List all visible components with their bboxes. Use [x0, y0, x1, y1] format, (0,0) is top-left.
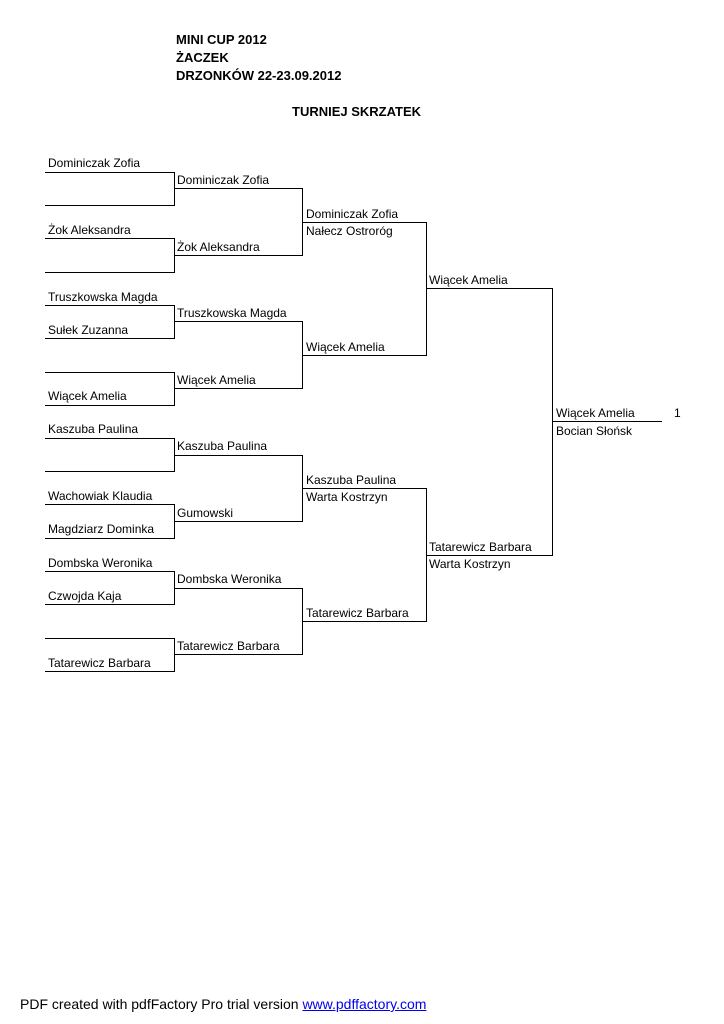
r2-entry: Tatarewicz Barbara: [177, 639, 280, 653]
tournament-title: TURNIEJ SKRZATEK: [292, 104, 422, 119]
r4-club: Warta Kostrzyn: [429, 557, 511, 571]
footer-text: PDF created with pdfFactory Pro trial version: [20, 996, 303, 1012]
r3-winner: Wiącek Amelia: [306, 340, 385, 354]
footer-link[interactable]: www.pdffactory.com: [302, 996, 427, 1012]
pdf-footer: [20, 996, 426, 1012]
r1-entry: Dominiczak Zofia: [48, 156, 141, 170]
r3-winner: Tatarewicz Barbara: [306, 606, 409, 620]
r4-winner: Tatarewicz Barbara: [429, 540, 532, 554]
r1-entry: Żok Aleksandra: [48, 223, 131, 237]
r1-entry: Magdziarz Dominka: [48, 522, 155, 536]
r2-entry: Dombska Weronika: [177, 572, 282, 586]
r2-entry: Wiącek Amelia: [177, 373, 256, 387]
r2-entry: Gumowski: [177, 506, 234, 520]
r1-entry: Sułek Zuzanna: [48, 323, 129, 337]
r3-club: Nałecz Ostroróg: [306, 224, 393, 238]
r1-entry: Dombska Weronika: [48, 556, 153, 570]
event-place-date: DRZONKÓW 22-23.09.2012: [176, 68, 342, 83]
r1-entry: Kaszuba Paulina: [48, 422, 139, 436]
champion-club: Bocian Słońsk: [556, 424, 633, 438]
r1-entry: Czwojda Kaja: [48, 589, 122, 603]
r1-entry: Wiącek Amelia: [48, 389, 127, 403]
r1-entry: Wachowiak Klaudia: [48, 489, 153, 503]
r3-winner: Dominiczak Zofia: [306, 207, 399, 221]
r1-entry: Tatarewicz Barbara: [48, 656, 151, 670]
r2-entry: Truszkowska Magda: [177, 306, 287, 320]
r3-club: Warta Kostrzyn: [306, 490, 388, 504]
r1-entry: Truszkowska Magda: [48, 290, 158, 304]
r3-winner: Kaszuba Paulina: [306, 473, 397, 487]
r2-entry: Żok Aleksandra: [177, 240, 260, 254]
champion-name: Wiącek Amelia: [556, 406, 635, 420]
champion-place: 1: [674, 406, 681, 420]
event-title: MINI CUP 2012: [176, 32, 267, 47]
r2-entry: Dominiczak Zofia: [177, 173, 270, 187]
event-club: ŻACZEK: [176, 50, 229, 65]
r4-winner: Wiącek Amelia: [429, 273, 508, 287]
r2-entry: Kaszuba Paulina: [177, 439, 268, 453]
